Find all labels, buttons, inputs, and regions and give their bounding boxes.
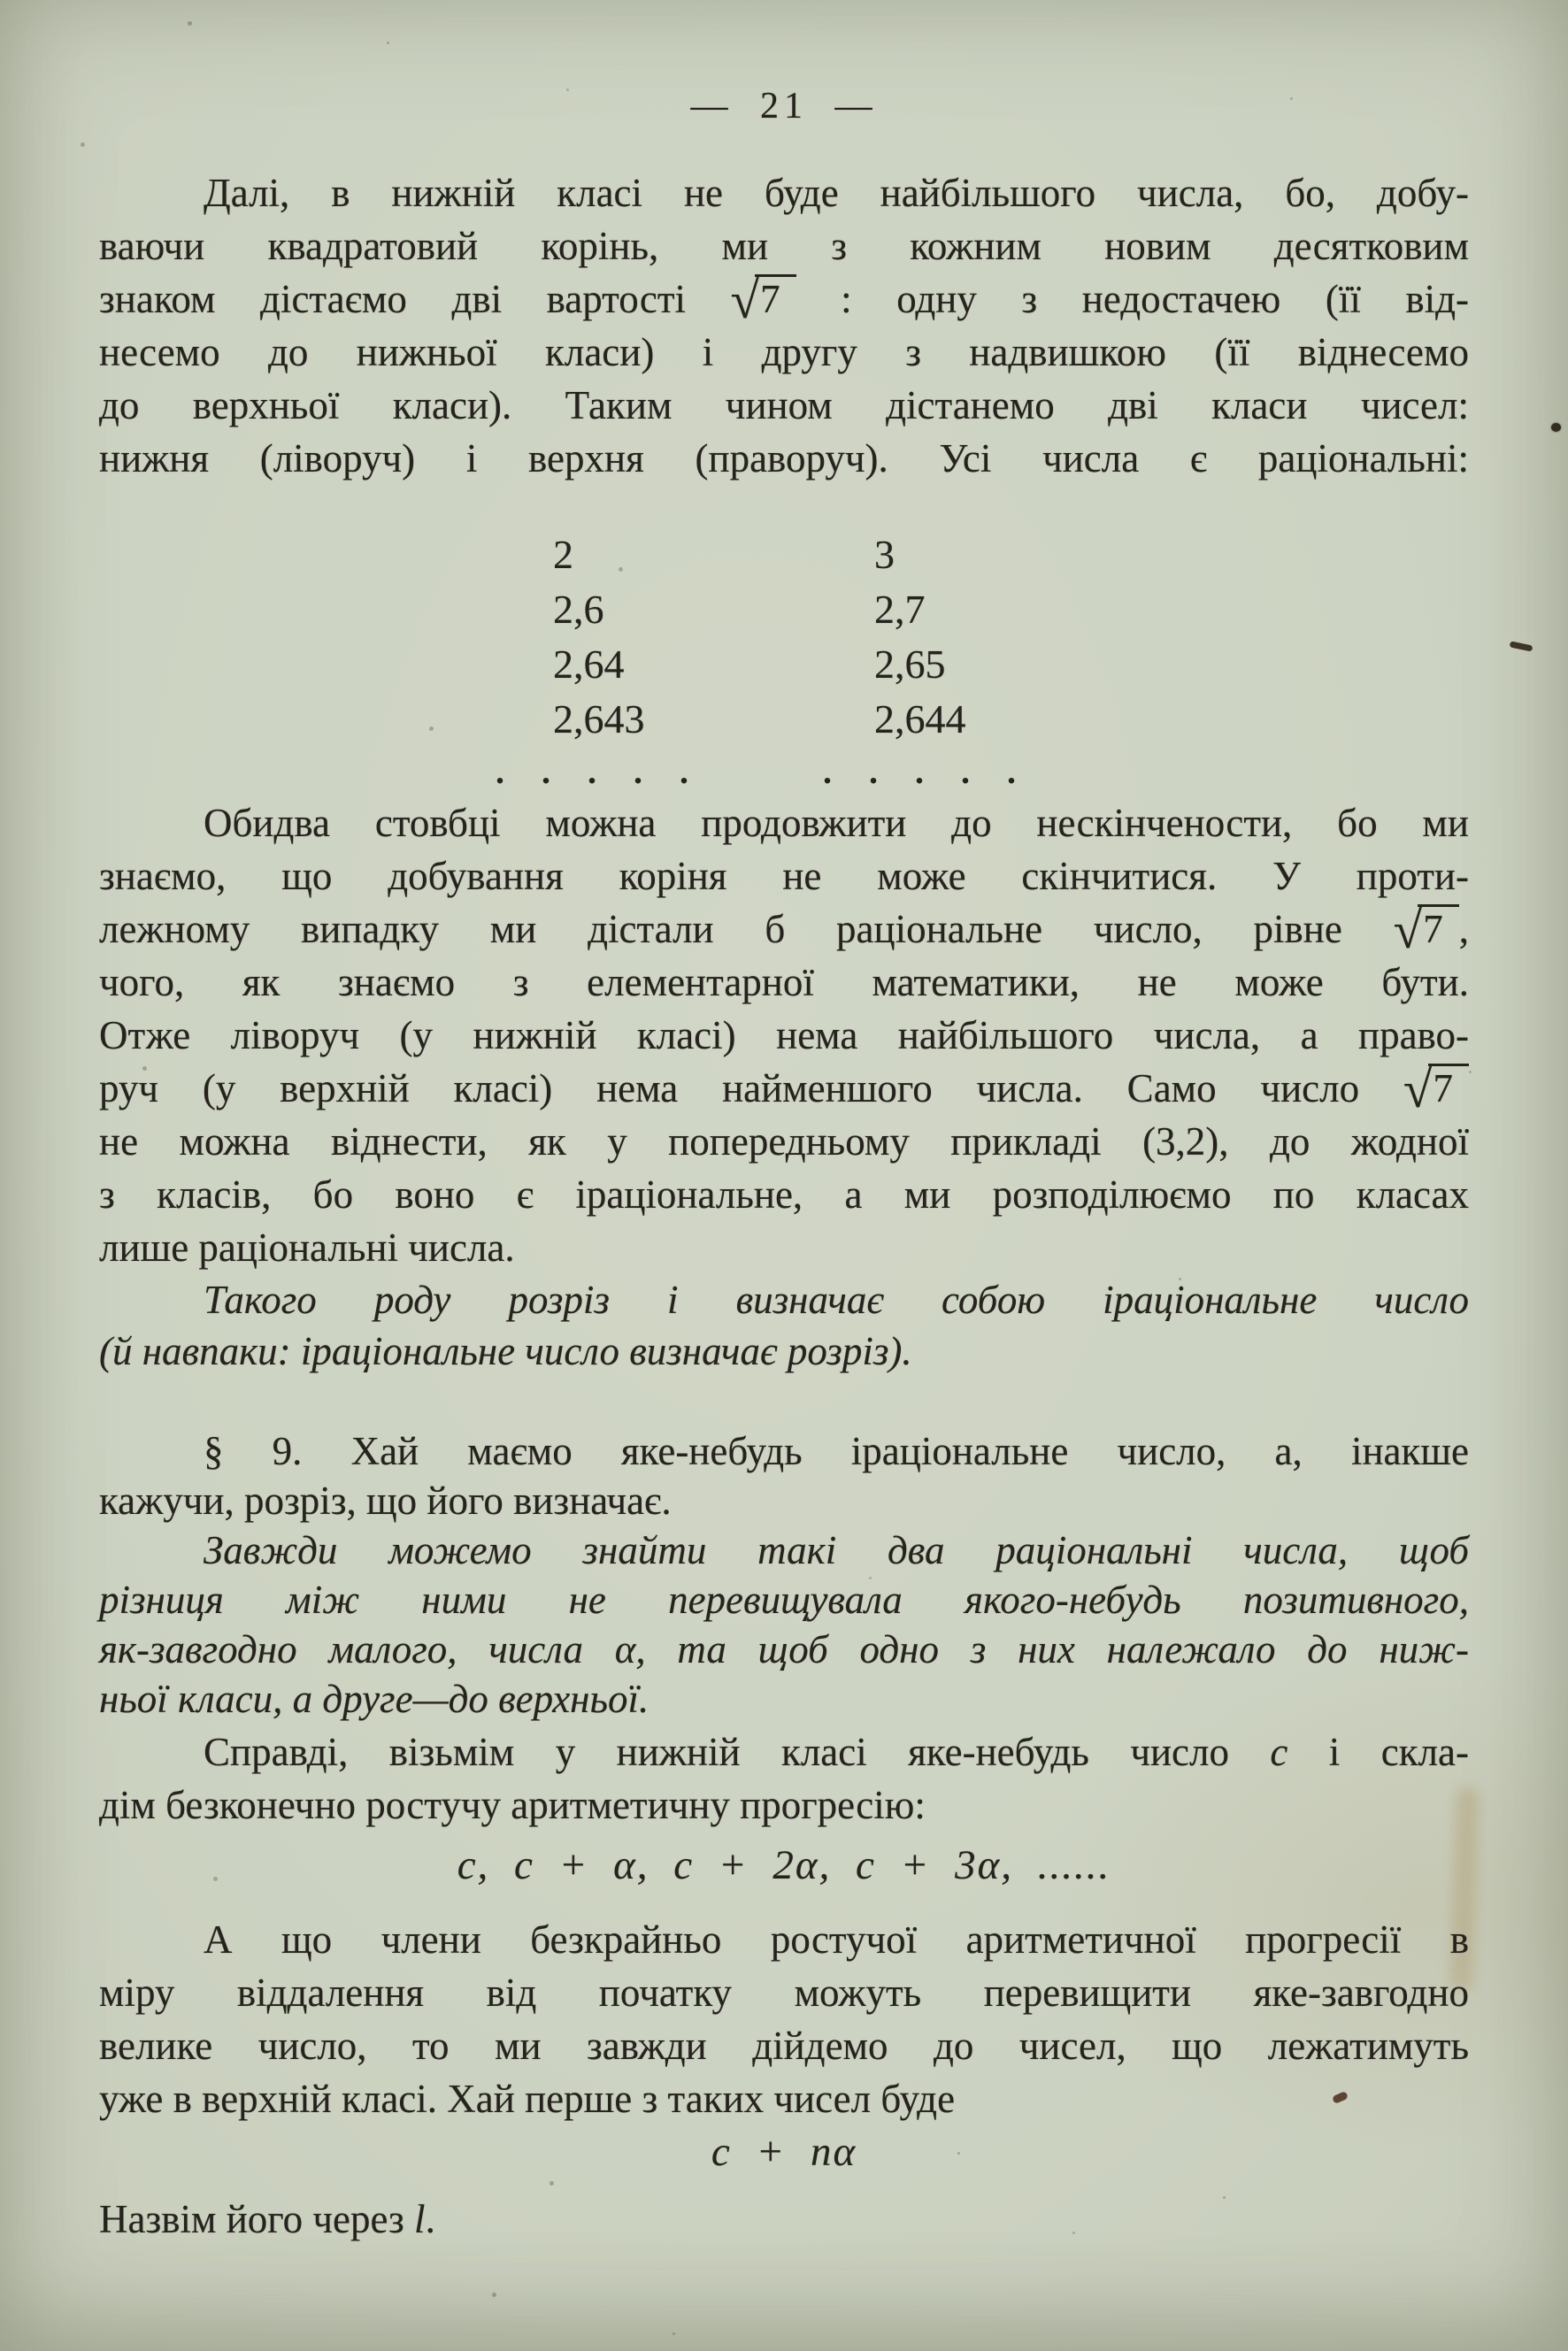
- text-segment: Назвім його через: [99, 2197, 415, 2241]
- paragraph-5-italic: [99, 1525, 1469, 1724]
- paragraph-8: [99, 2193, 1469, 2246]
- text-line: кажучи, розріз, що його визначає.: [99, 1479, 672, 1523]
- math-variable-c: с: [1270, 1730, 1288, 1774]
- math-variable-l: l: [414, 2197, 426, 2241]
- table-row: [99, 527, 1469, 582]
- table-row: [99, 692, 1469, 747]
- text-line: Такого роду розріз і визначає собою іраціональне число: [204, 1278, 1469, 1322]
- text-line: ньої класи, а друге—до верхньої.: [99, 1677, 649, 1721]
- upper-class-value: 2,7: [874, 587, 926, 632]
- ellipsis-row: [99, 747, 1469, 796]
- paragraph-2: [99, 796, 1469, 1274]
- text-line: уже в верхній класі. Хай перше з таких чисел буде: [99, 2077, 956, 2121]
- text-line: як-завгодно малого, числа α, та щоб одно з них належало до ниж-: [99, 1627, 1469, 1671]
- text-line: велике число, то ми завжди дійдемо до чисел, що лежатимуть: [99, 2024, 1469, 2068]
- text-line: нижня (ліворуч) і верхня (праворуч). Усі числа є раціональні:: [99, 436, 1469, 480]
- text-line: знаємо, що добування коріня не може скінчитися. У проти-: [99, 854, 1469, 898]
- text-line: чого, як знаємо з елементарної математики, не може бути.: [99, 960, 1469, 1004]
- text-line: [99, 900, 1469, 959]
- paragraph-3-italic: [99, 1274, 1469, 1377]
- upper-class-value: 2,644: [874, 696, 966, 741]
- text-line: не можна віднести, як у попередньому прикладі (3,2), до жодної: [99, 1119, 1469, 1164]
- paragraph-6: [99, 1725, 1469, 1832]
- text-segment: знаком дістаємо дві вартості: [99, 277, 731, 321]
- radicand: 7: [755, 274, 796, 323]
- text-line: [99, 1059, 1469, 1118]
- section-9-paragraph: [99, 1426, 1469, 1525]
- text-line: Отже ліворуч (у нижній класі) нема найбільшого числа, а право-: [99, 1013, 1469, 1057]
- text-line: з класів, бо воно є іраціональне, а ми розподілюємо по класах: [99, 1172, 1469, 1217]
- page-number: — 21 —: [690, 86, 878, 127]
- lower-class-value: 2,6: [553, 587, 604, 632]
- text-segment: ,: [1458, 907, 1469, 951]
- text-line: Далі, в нижній класі не буде найбільшого числа, бо, добу-: [204, 171, 1469, 215]
- ellipsis-left: . . . . .: [496, 751, 703, 791]
- radical-sign: √: [1403, 1059, 1431, 1118]
- text-segment: .: [425, 2197, 435, 2241]
- text-line: [99, 270, 1469, 329]
- ellipsis-right: . . . . .: [823, 751, 1030, 791]
- text-line: різниця між ними не перевищувала якого-небудь позитивного,: [99, 1578, 1469, 1622]
- text-line: [99, 1725, 1469, 1779]
- text-line: несемо до нижньої класи) і другу з надвишкою (її віднесемо: [99, 330, 1469, 374]
- text-line: лише раціональні числа.: [99, 1225, 515, 1270]
- text-line: міру віддалення від початку можуть перевищити яке-завгодно: [99, 1971, 1469, 2015]
- text-segment: лежному випадку ми дістали б раціональне число, рівне: [99, 907, 1394, 951]
- text-line: дім безконечно ростучу аритметичну прогресію:: [99, 1783, 926, 1827]
- table-row: [99, 637, 1469, 692]
- lower-class-value: 2,643: [553, 696, 645, 741]
- sqrt-radical: [730, 270, 796, 329]
- text-line: § 9. Хай маємо яке-небудь іраціональне число, а, інакше: [204, 1429, 1469, 1473]
- text-line: Завжди можемо знайти такі два раціональні числа, щоб: [204, 1528, 1469, 1572]
- text-segment: руч (у верхній класі) нема найменшого числа. Само число: [99, 1066, 1403, 1110]
- ink-speck: [1551, 423, 1561, 432]
- text-line: до верхньої класи). Таким чином дістанемо дві класи чисел:: [99, 383, 1469, 427]
- text-segment: і скла-: [1287, 1730, 1469, 1774]
- numbers-table: [99, 527, 1469, 793]
- lower-class-value: 2,64: [553, 642, 625, 687]
- lower-class-value: 2: [553, 532, 573, 577]
- ink-speck: [1510, 641, 1533, 651]
- text-segment: : одну з недостачею (її від-: [796, 277, 1469, 321]
- formula-progression: с, с + α, с + 2α, с + 3α, ......: [457, 1842, 1111, 1888]
- radical-sign: √: [1393, 900, 1421, 959]
- radicand: 7: [1418, 904, 1459, 953]
- paragraph-7: [99, 1913, 1469, 2125]
- text-line: А що члени безкрайньо ростучої аритметичної прогресії в: [204, 1917, 1469, 1962]
- upper-class-value: 2,65: [874, 642, 946, 687]
- text-line: ваючи квадратовий корінь, ми з кожним новим десятковим: [99, 224, 1469, 268]
- page-content: [99, 0, 1469, 2351]
- text-line: (й навпаки: іраціональне число визначає розріз).: [99, 1329, 912, 1373]
- upper-class-value: 3: [874, 532, 895, 577]
- text-segment: Справді, візьмім у нижній класі яке-небудь число: [204, 1730, 1271, 1774]
- text-line: Обидва стовбці можна продовжити до нескінчености, бо ми: [204, 801, 1469, 845]
- radicand: 7: [1428, 1064, 1470, 1112]
- table-row: [99, 582, 1469, 637]
- sqrt-radical: [1403, 1059, 1469, 1118]
- radical-sign: √: [730, 270, 758, 329]
- text-line: [99, 2193, 1469, 2246]
- sqrt-radical: [1393, 900, 1459, 959]
- paper-fiber-specks: [0, 0, 3, 3]
- formula-term: с + nα: [711, 2129, 857, 2175]
- paragraph-1: [99, 166, 1469, 485]
